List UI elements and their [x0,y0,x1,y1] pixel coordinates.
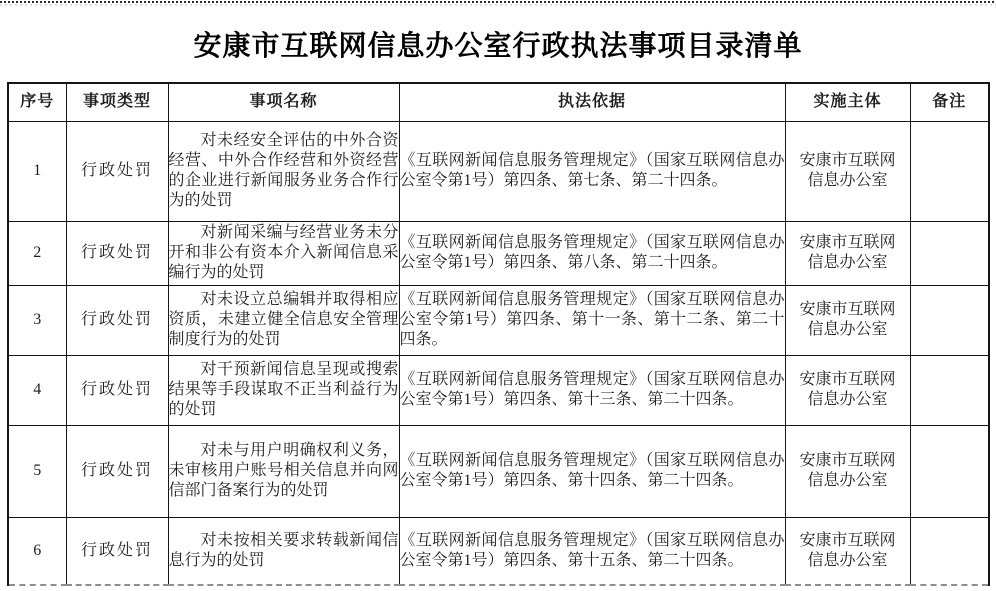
header-item-type: 事项类型 [66,83,168,121]
remark-cell [910,355,989,425]
implementing-body-cell [785,517,910,585]
item-name-cell: 对未与用户明确权利义务，未审核用户账号相关信息并向网信部门备案行为的处罚 [168,425,399,517]
item-name-cell: 对未按相关要求转载新闻信息行为的处罚 [168,517,399,585]
item-name-cell: 对未经安全评估的中外合资经营、中外合作经营和外资经营的企业进行新闻服务业务合作行为的处罚 [168,121,399,221]
serial-number-cell: 2 [8,221,66,285]
item-name-cell: 对干预新闻信息呈现或搜索结果等手段谋取不正当利益行为的处罚 [168,355,399,425]
item-name-cell: 对未设立总编辑并取得相应资质，未建立健全信息安全管理制度行为的处罚 [168,285,399,355]
item-type-cell: 行政处罚 [66,121,168,221]
implementing-body-cell [785,355,910,425]
item-type-cell: 行政处罚 [66,285,168,355]
implementing-body-cell [785,425,910,517]
remark-cell [910,121,989,221]
table-row [8,221,989,285]
header-legal-basis: 执法依据 [399,83,785,121]
item-name-cell: 对新闻采编与经营业务未分开和非公有资本介入新闻信息采编行为的处罚 [168,221,399,285]
implementing-body-text: 安康市互联网信息办公室 [799,234,896,271]
item-type-cell: 行政处罚 [66,221,168,285]
page-break-dotted-line [0,1,996,3]
implementing-body-cell [785,221,910,285]
legal-basis-cell: 《互联网新闻信息服务管理规定》（国家互联网信息办公室令第1号）第四条、第十五条、第二十四条。 [399,517,785,585]
enforcement-items-table [7,82,990,586]
table-header-row [8,83,989,121]
implementing-body-text: 安康市互联网信息办公室 [799,152,896,189]
table-row [8,121,989,221]
implementing-body-text: 安康市互联网信息办公室 [799,301,896,338]
implementing-body-cell [785,121,910,221]
item-type-cell: 行政处罚 [66,425,168,517]
header-implementing-body: 实施主体 [785,83,910,121]
remark-cell [910,221,989,285]
serial-number-cell: 1 [8,121,66,221]
table-row [8,355,989,425]
legal-basis-cell: 《互联网新闻信息服务管理规定》（国家互联网信息办公室令第1号）第四条、第十三条、第二十四条。 [399,355,785,425]
item-type-cell: 行政处罚 [66,517,168,585]
table-row [8,285,989,355]
serial-number-cell: 3 [8,285,66,355]
item-type-cell: 行政处罚 [66,355,168,425]
table-row [8,517,989,585]
legal-basis-cell: 《互联网新闻信息服务管理规定》（国家互联网信息办公室令第1号）第四条、第十一条、第十二条、第二十四条。 [399,285,785,355]
serial-number-cell: 5 [8,425,66,517]
legal-basis-cell: 《互联网新闻信息服务管理规定》（国家互联网信息办公室令第1号）第四条、第十四条、第二十四条。 [399,425,785,517]
remark-cell [910,285,989,355]
implementing-body-text: 安康市互联网信息办公室 [799,531,896,569]
implementing-body-cell [785,285,910,355]
header-item-name: 事项名称 [168,83,399,121]
legal-basis-cell: 《互联网新闻信息服务管理规定》（国家互联网信息办公室令第1号）第四条、第八条、第二十四条。 [399,221,785,285]
serial-number-cell: 4 [8,355,66,425]
table-row [8,425,989,517]
header-serial-number: 序号 [8,83,66,121]
page-title: 安康市互联网信息办公室行政执法事项目录清单 [193,31,803,62]
implementing-body-text: 安康市互联网信息办公室 [799,371,896,408]
implementing-body-text: 安康市互联网信息办公室 [799,452,896,489]
header-remarks: 备注 [910,83,989,121]
serial-number-cell: 6 [8,517,66,585]
remark-cell [910,517,989,585]
legal-basis-cell: 《互联网新闻信息服务管理规定》（国家互联网信息办公室令第1号）第四条、第七条、第二十四条。 [399,121,785,221]
page-break-dotted-line-shadow [0,4,996,6]
remark-cell [910,425,989,517]
